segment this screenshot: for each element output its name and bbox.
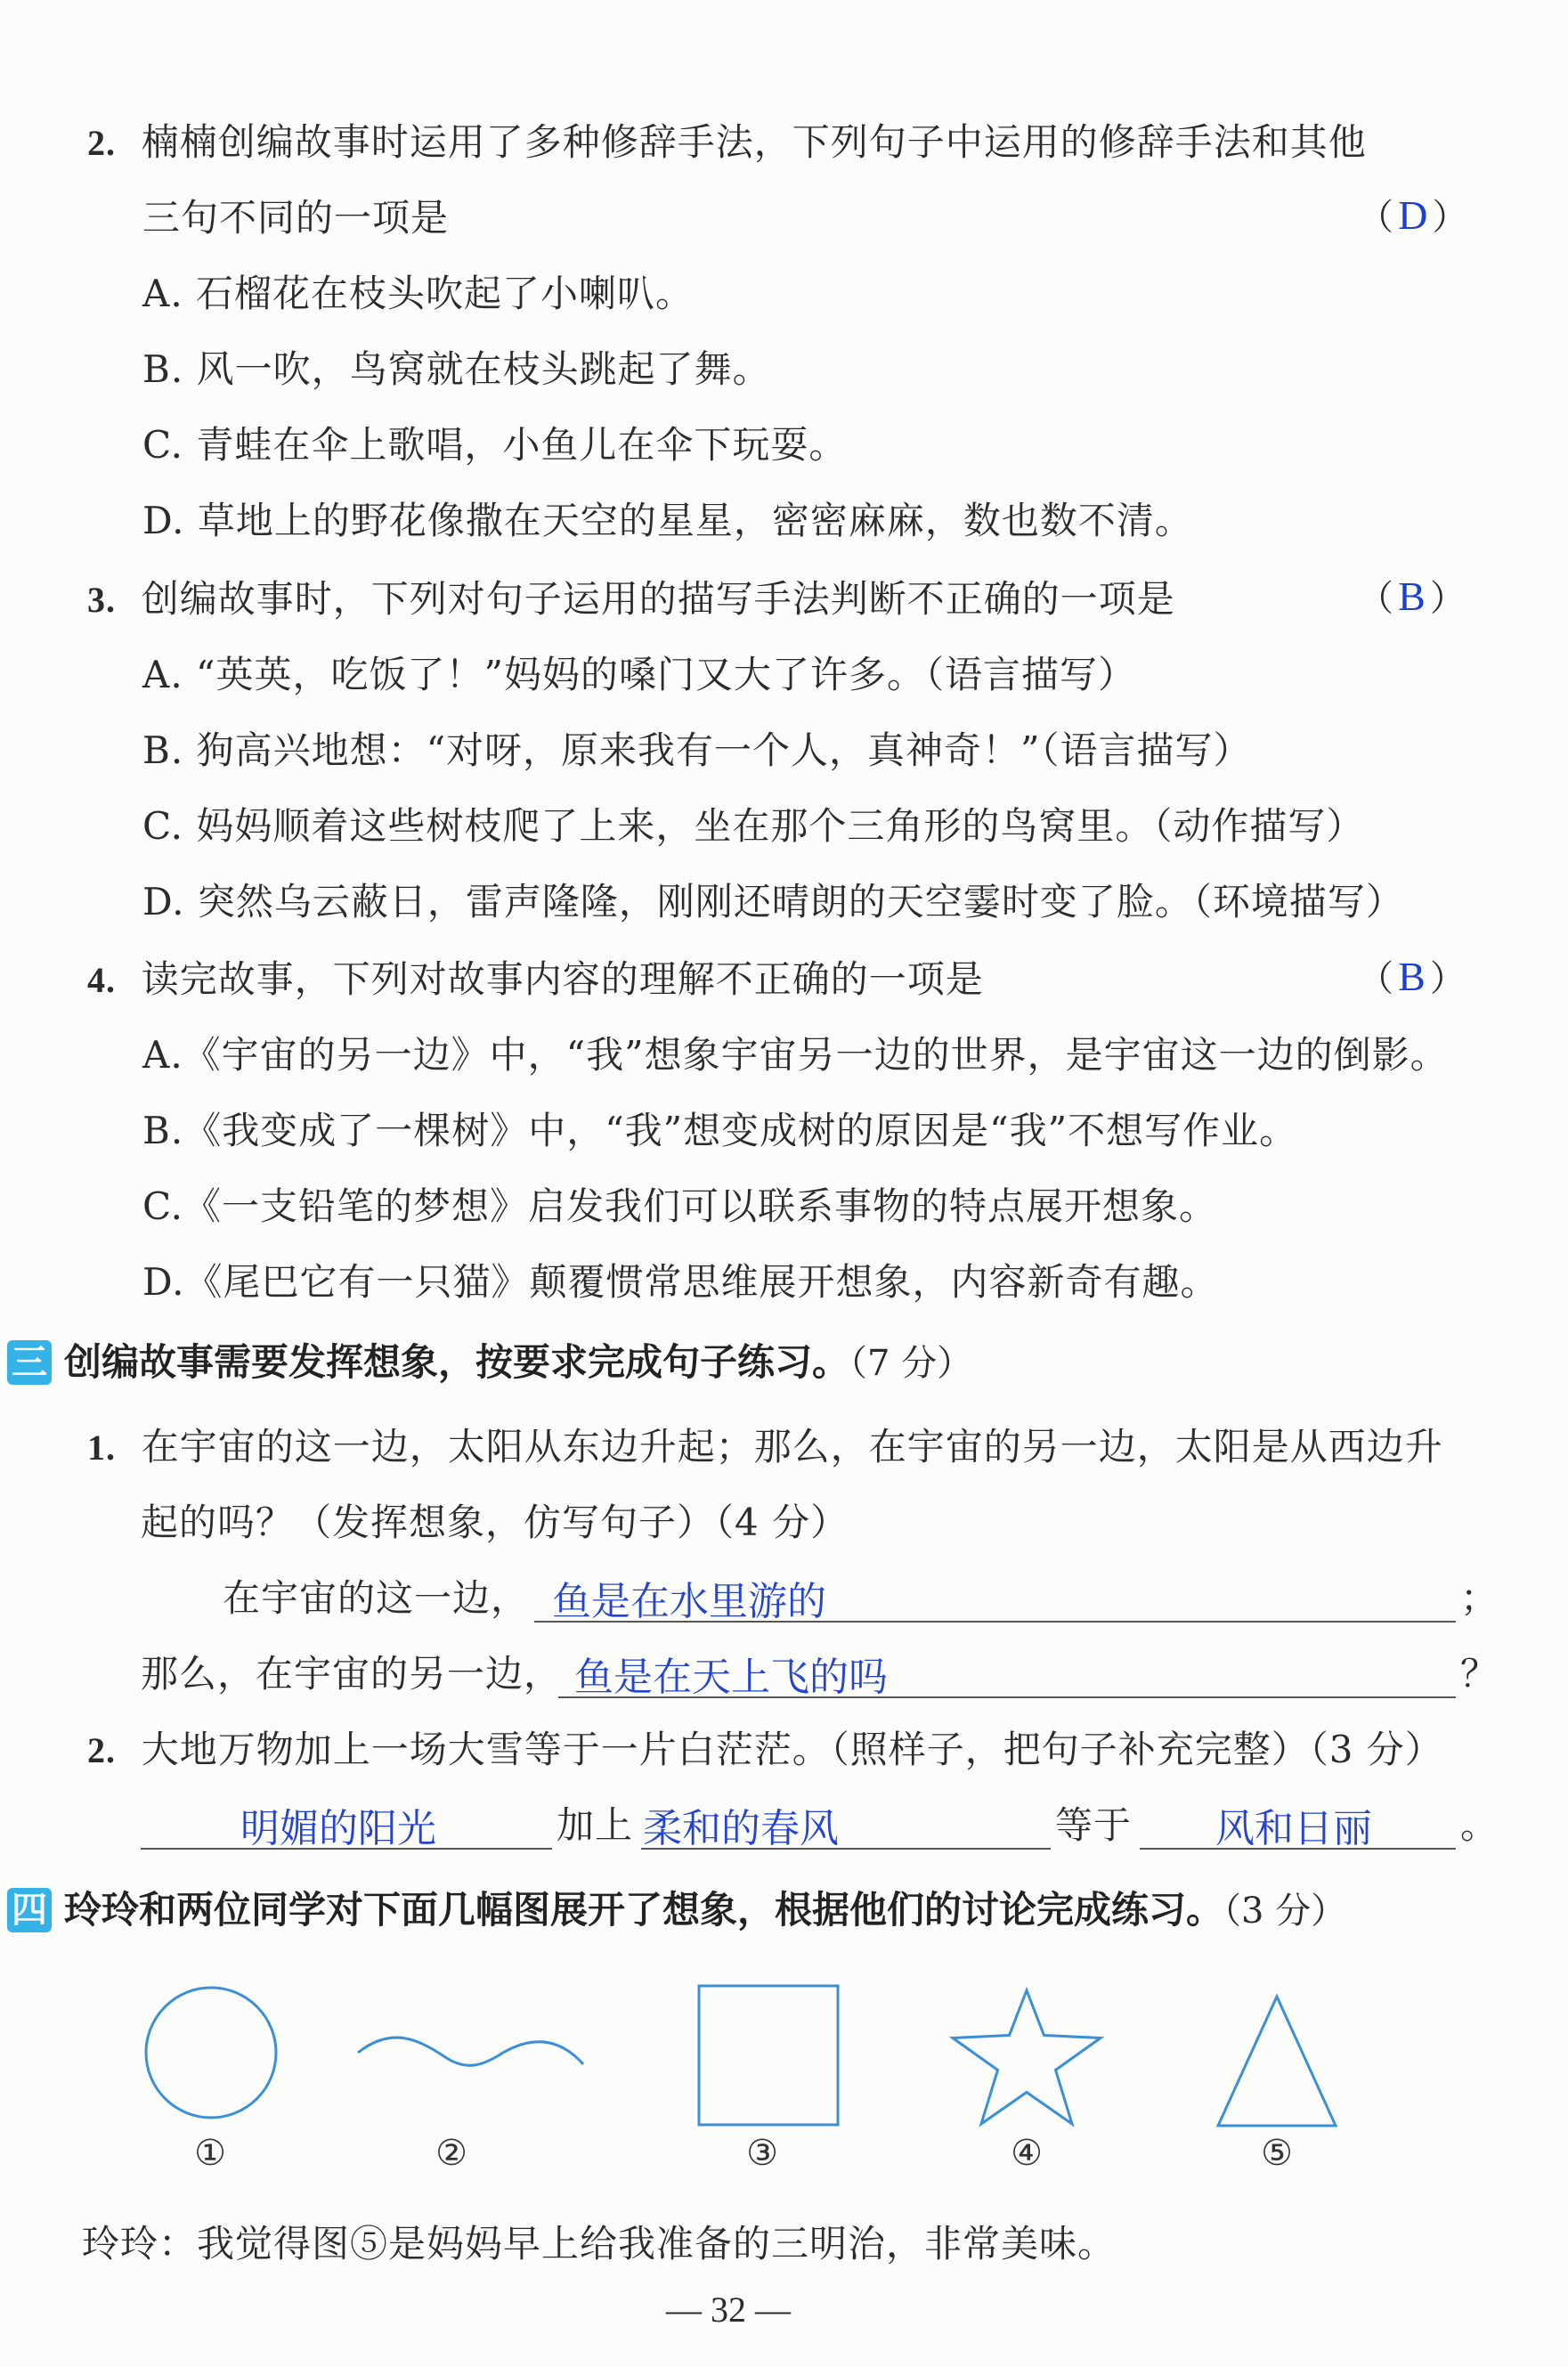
figure-square <box>699 1986 838 2125</box>
s3-q2-equals: 等于 <box>1055 1803 1133 1847</box>
s3-q2-number: 2. <box>87 1730 116 1770</box>
q4-option-a: A.《宇宙的另一边》中，“我”想象宇宙另一边的世界，是宇宙这一边的倒影。 <box>142 1033 1449 1077</box>
q2-answer: D <box>1398 192 1428 238</box>
q4-answer-parens: （ B ） <box>1358 954 1466 999</box>
q3-stem <box>87 573 1175 627</box>
s3-q2-stem: 2. 大地万物加上一场大雪等于一片白茫茫。（照样子，把句子补充完整）（3 分） <box>87 1728 1443 1771</box>
q3-stem-text: 创编故事时，下列对句子运用的描写手法判断不正确的一项是 <box>141 577 1175 621</box>
q3-option-d: D. 突然乌云蔽日，雷声隆隆，刚刚还晴朗的天空霎时变了脸。（环境描写） <box>142 880 1404 923</box>
s3-q1-line1-prefix: 在宇宙的这一边， <box>223 1576 530 1620</box>
q4-option-d: D.《尾巴它有一只猫》颠覆惯常思维展开想象，内容新奇有趣。 <box>142 1260 1219 1304</box>
q2-number: 2. <box>87 123 116 163</box>
s3-q1-line1-end: ； <box>1460 1576 1499 1620</box>
q3-answer-parens: （ B ） <box>1358 573 1466 619</box>
q3-number: 3. <box>87 580 116 620</box>
section4-badge: 四 <box>7 1888 52 1932</box>
s3-q2-end: 。 <box>1460 1803 1499 1847</box>
s3-q2-answer1[interactable]: 明媚的阳光 <box>240 1806 436 1851</box>
q4-answer: B <box>1398 954 1426 999</box>
s3-q1-number: 1. <box>87 1428 116 1468</box>
figure-label-5: ⑤ <box>1261 2133 1293 2174</box>
q4-number: 4. <box>87 960 116 1000</box>
figure-triangle <box>1218 1997 1336 2126</box>
q4-stem <box>87 953 984 1007</box>
s3-q1-answer1[interactable]: 鱼是在水里游的 <box>552 1579 826 1624</box>
figure-wave <box>358 2038 583 2065</box>
s3-q2-plus: 加上 <box>557 1803 634 1847</box>
q2-option-b: B. 风一吹，鸟窝就在枝头跳起了舞。 <box>142 347 771 391</box>
s3-q2-answer2[interactable]: 柔和的春风 <box>643 1806 839 1851</box>
q3-option-c: C. 妈妈顺着这些树枝爬了上来，坐在那个三角形的鸟窝里。（动作描写） <box>142 804 1365 848</box>
figure-label-4: ④ <box>1011 2133 1043 2174</box>
section3-title: 创编故事需要发挥想象，按要求完成句子练习。 <box>64 1340 850 1384</box>
s3-q1-line2-prefix: 那么，在宇宙的另一边， <box>141 1652 563 1696</box>
q3-answer: B <box>1398 573 1426 619</box>
q3-option-b: B. 狗高兴地想：“对呀，原来我有一个人，真神奇！”（语言描写） <box>142 728 1252 772</box>
figure-label-1: ① <box>194 2133 226 2174</box>
q2-option-d: D. 草地上的野花像撒在天空的星星，密密麻麻，数也数不清。 <box>142 499 1193 542</box>
q3-option-a: A. “英英，吃饭了！”妈妈的嗓门又大了许多。（语言描写） <box>142 653 1136 696</box>
q4-option-b: B.《我变成了一棵树》中，“我”想变成树的原因是“我”不想写作业。 <box>142 1109 1298 1152</box>
figure-star <box>953 1990 1101 2124</box>
figure-label-3: ③ <box>746 2133 778 2174</box>
section4-title: 玲玲和两位同学对下面几幅图展开了想象，根据他们的讨论完成练习。 <box>64 1888 1224 1932</box>
section3-badge: 三 <box>7 1340 52 1385</box>
q2-stem-line1 <box>87 116 1367 170</box>
s3-q1-stem-line2: 起的吗？（发挥想象，仿写句子）（4 分） <box>141 1501 849 1544</box>
q2-option-a: A. 石榴花在枝头吹起了小喇叭。 <box>142 272 695 315</box>
s3-q1-answer2[interactable]: 鱼是在天上飞的吗 <box>574 1655 888 1700</box>
q4-stem-text: 读完故事，下列对故事内容的理解不正确的一项是 <box>141 957 984 1001</box>
section4-speech-lingling: 玲玲：我觉得图⑤是妈妈早上给我准备的三明治，非常美味。 <box>82 2222 1117 2265</box>
q2-option-c: C. 青蛙在伞上歌唱，小鱼儿在伞下玩耍。 <box>142 423 848 467</box>
q2-stem-line2: 三句不同的一项是 <box>142 196 450 240</box>
s3-q1-line2-end: ？ <box>1460 1652 1499 1696</box>
section4-header <box>64 1883 1346 1945</box>
figure-label-2: ② <box>435 2133 467 2174</box>
q2-stem-text: 楠楠创编故事时运用了多种修辞手法，下列句子中运用的修辞手法和其他 <box>141 120 1367 164</box>
s3-q1-stem-line1: 1. 在宇宙的这一边，太阳从东边升起；那么，在宇宙的另一边，太阳是从西边升 <box>87 1425 1443 1468</box>
section3-score: （7 分） <box>849 1343 973 1384</box>
s3-q2-answer3[interactable]: 风和日丽 <box>1215 1806 1372 1851</box>
page-number: — 32 — <box>666 2290 791 2330</box>
section3-header <box>64 1336 972 1397</box>
section4-score: （3 分） <box>1223 1891 1347 1932</box>
figure-circle <box>146 1988 276 2118</box>
q2-answer-parens: （ D ） <box>1358 192 1468 238</box>
q4-option-c: C.《一支铅笔的梦想》启发我们可以联系事物的特点展开想象。 <box>142 1184 1217 1228</box>
